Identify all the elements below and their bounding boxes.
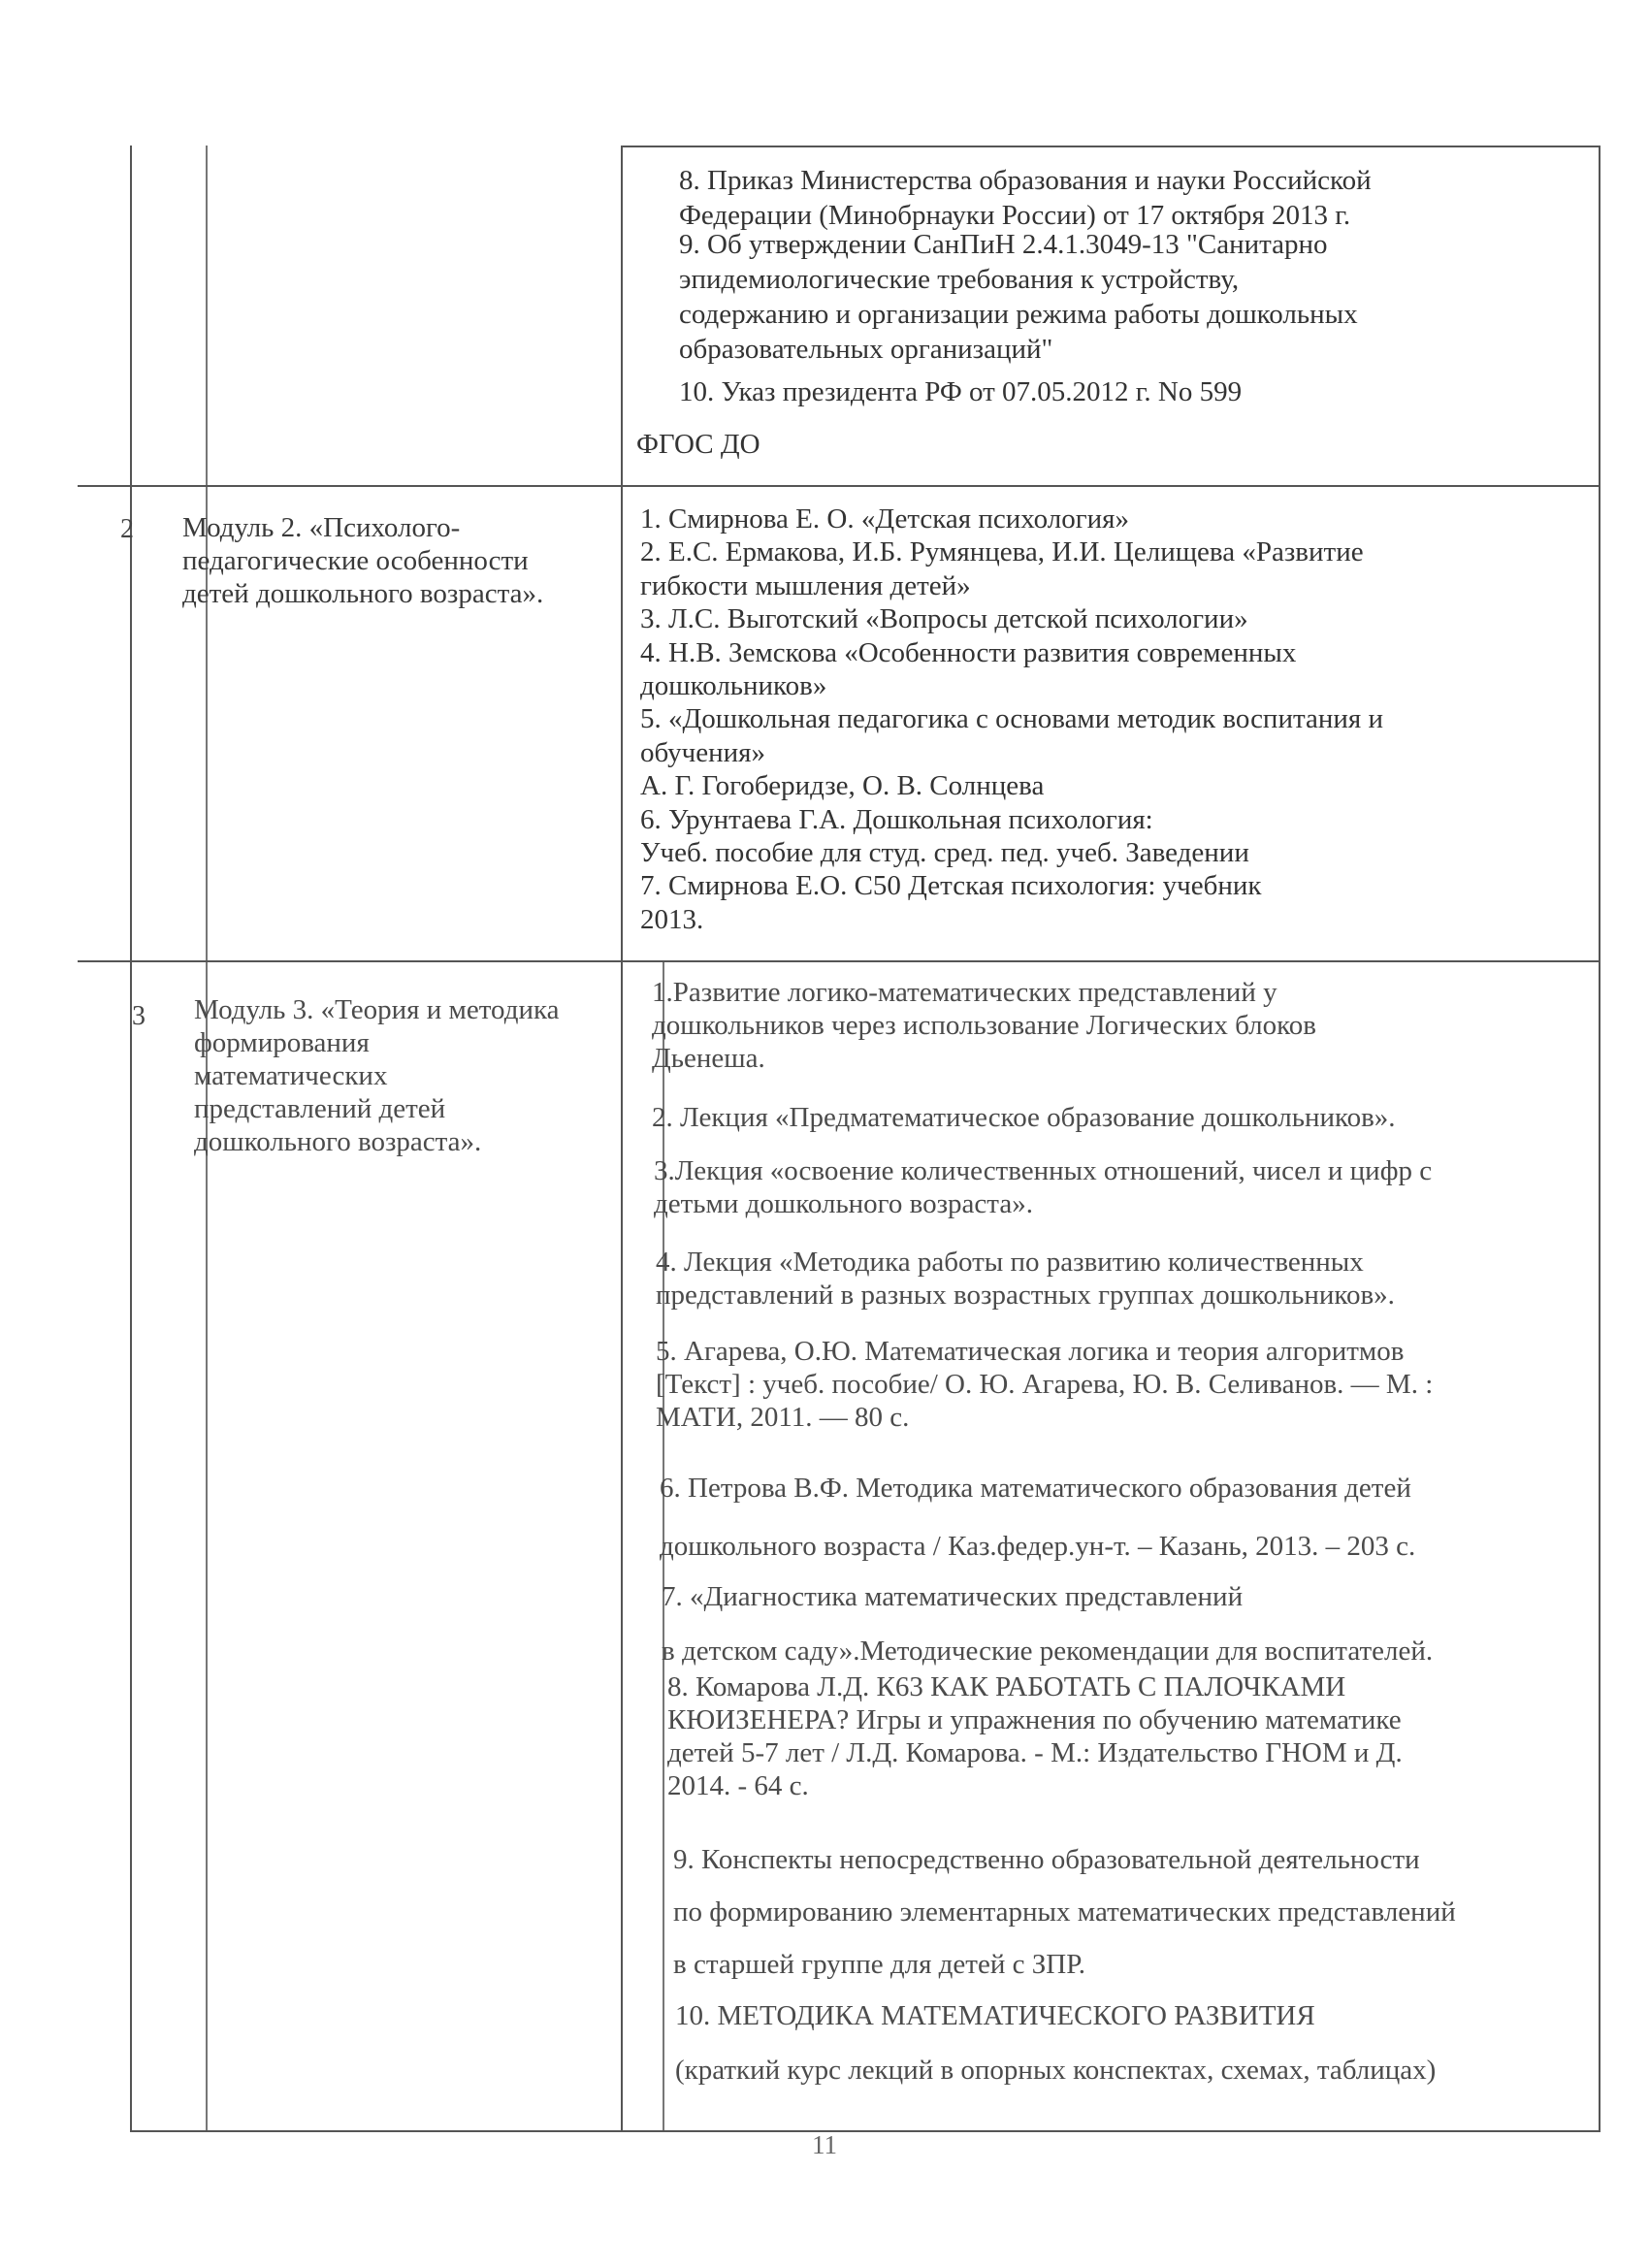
row3-line-8: представлений в разных возрастных группах дошкольников». (656, 1280, 1395, 1311)
row2-line-4: 3. Л.С. Выготский «Вопросы детской психологии» (640, 603, 1248, 635)
table-border-left (130, 146, 132, 2132)
row3-number: 3 (132, 1001, 146, 1031)
row3-item-5 (656, 1335, 1433, 1434)
row2-line-11: Учеб. пособие для студ. сред. пед. учеб. Заведении (640, 837, 1249, 869)
row1-item-9-line-2: эпидемиологические требования к устройству, (679, 264, 1240, 295)
row2-module-line-2: педагогические особенности (182, 545, 529, 576)
row3-line-19: 2014. - 64 с. (667, 1770, 809, 1801)
row3-module-line-3: математических (194, 1060, 388, 1091)
row3-item-1 (652, 976, 1316, 1075)
row3-line-21: по формированию элементарных математических представлений (673, 1896, 1456, 1928)
row2-number: 2 (120, 514, 134, 544)
row2-line-9: А. Г. Гогоберидзе, О. В. Солнцева (640, 770, 1045, 802)
row2-line-12: 7. Смирнова Е.О. С50 Детская психология: учебник (640, 870, 1262, 902)
row2-literature (640, 502, 1383, 936)
row3-line-9: 5. Агарева, О.Ю. Математическая логика и теория алгоритмов (656, 1336, 1405, 1367)
row2-line-6: дошкольников» (640, 670, 827, 702)
row1-item-8-line-2: Федерации (Минобрнауки России) от 17 октября 2013 г. (679, 200, 1351, 231)
row2-line-13: 2013. (640, 903, 704, 935)
row1-item-9 (679, 227, 1358, 367)
row3-line-7: 4. Лекция «Методика работы по развитию количественных (656, 1247, 1364, 1278)
row3-line-13: дошкольного возраста / Каз.федер.ун-т. – Казань, 2013. – 203 с. (660, 1531, 1416, 1562)
table-border-top (621, 146, 1600, 147)
row3-item-2 (652, 1100, 1396, 1135)
row1-item-10-line-1: 10. Указ президента РФ от 07.05.2012 г. No 599 (679, 376, 1243, 407)
row3-line-16: 8. Комарова Л.Д. К63 КАК РАБОТАТЬ С ПАЛОЧКАМИ (667, 1671, 1346, 1702)
row-divider-2 (78, 960, 1600, 962)
row3-item-6 (660, 1459, 1415, 1575)
row3-line-17: КЮИЗЕНЕРА? Игры и упражнения по обучению математике (667, 1704, 1402, 1735)
row3-line-18: детей 5-7 лет / Л.Д. Комарова. - М.: Издательство ГНОМ и Д. (667, 1737, 1403, 1768)
row1-item-9-line-3: содержанию и организации режима работы дошкольных (679, 299, 1358, 330)
row2-line-7: 5. «Дошкольная педагогика с основами методик воспитания и (640, 703, 1384, 735)
row1-item-10 (679, 374, 1242, 409)
row1-footer: ФГОС ДО (636, 429, 760, 460)
row3-line-23: 10. МЕТОДИКА МАТЕМАТИЧЕСКОГО РАЗВИТИЯ (675, 2000, 1315, 2031)
row2-line-5: 4. Н.В. Земскова «Особенности развития современных (640, 636, 1297, 668)
row2-line-2: 2. Е.С. Ермакова, И.Б. Румянцева, И.И. Целищева «Развитие (640, 536, 1364, 568)
row3-line-5: 3.Лекция «освоение количественных отношений, чисел и цифр с (654, 1155, 1433, 1186)
row3-line-2: дошкольников через использование Логических блоков (652, 1010, 1316, 1041)
row3-module-line-4: представлений детей (194, 1093, 446, 1124)
row1-item-8-line-1: 8. Приказ Министерства образования и науки Российской (679, 165, 1372, 196)
row3-item-4 (656, 1246, 1395, 1312)
table-column-divider (621, 146, 623, 2132)
table-border-right (1599, 146, 1600, 2132)
row3-item-7 (662, 1570, 1433, 1678)
row3-line-14: 7. «Диагностика математических представлений (662, 1581, 1244, 1612)
row2-line-10: 6. Урунтаева Г.А. Дошкольная психология: (640, 803, 1153, 835)
row3-line-10: [Текст] : учеб. пособие/ О. Ю. Агарева, Ю. В. Селиванов. — М. : (656, 1369, 1434, 1400)
row3-line-11: МАТИ, 2011. — 80 с. (656, 1402, 910, 1433)
row3-line-4: 2. Лекция «Предматематическое образование дошкольников». (652, 1102, 1396, 1133)
row3-line-20: 9. Конспекты непосредственно образовательной деятельности (673, 1844, 1420, 1875)
row2-line-1: 1. Смирнова Е. О. «Детская психология» (640, 503, 1129, 535)
row1-item-9-line-1: 9. Об утверждении СанПиН 2.4.1.3049-13 "Санитарно (679, 229, 1328, 260)
row3-line-15: в детском саду».Методические рекомендации для воспитателей. (662, 1636, 1434, 1667)
row2-line-3: гибкости мышления детей» (640, 569, 971, 601)
row3-module (194, 993, 611, 1158)
page-number: 11 (812, 2130, 837, 2159)
row3-line-6: детьми дошкольного возраста». (654, 1188, 1033, 1219)
row2-module-line-3: детей дошкольного возраста». (182, 578, 544, 609)
row2-module (182, 511, 599, 610)
row3-module-line-2: формирования (194, 1027, 370, 1058)
row1-item-9-line-4: образовательных организаций" (679, 334, 1053, 365)
row3-line-12: 6. Петрова В.Ф. Методика математического образования детей (660, 1473, 1411, 1504)
row3-module-line-5: дошкольного возраста». (194, 1126, 482, 1157)
row3-item-9 (673, 1833, 1456, 1991)
row3-item-3 (654, 1154, 1432, 1220)
row3-module-line-1: Модуль 3. «Теория и методика (194, 994, 560, 1025)
row2-line-8: обучения» (640, 736, 765, 768)
row3-line-3: Дьенеша. (652, 1043, 765, 1074)
row3-line-24: (краткий курс лекций в опорных конспектах, схемах, таблицах) (675, 2055, 1437, 2086)
row3-item-10 (675, 1989, 1436, 2097)
row3-item-8 (667, 1670, 1403, 1802)
row1-item-8 (679, 163, 1372, 233)
row3-line-22: в старшей группе для детей с ЗПР. (673, 1949, 1085, 1980)
row2-module-line-1: Модуль 2. «Психолого- (182, 512, 461, 543)
row-divider-1 (78, 485, 1600, 487)
row3-line-1: 1.Развитие логико-математических представлений у (652, 977, 1277, 1008)
